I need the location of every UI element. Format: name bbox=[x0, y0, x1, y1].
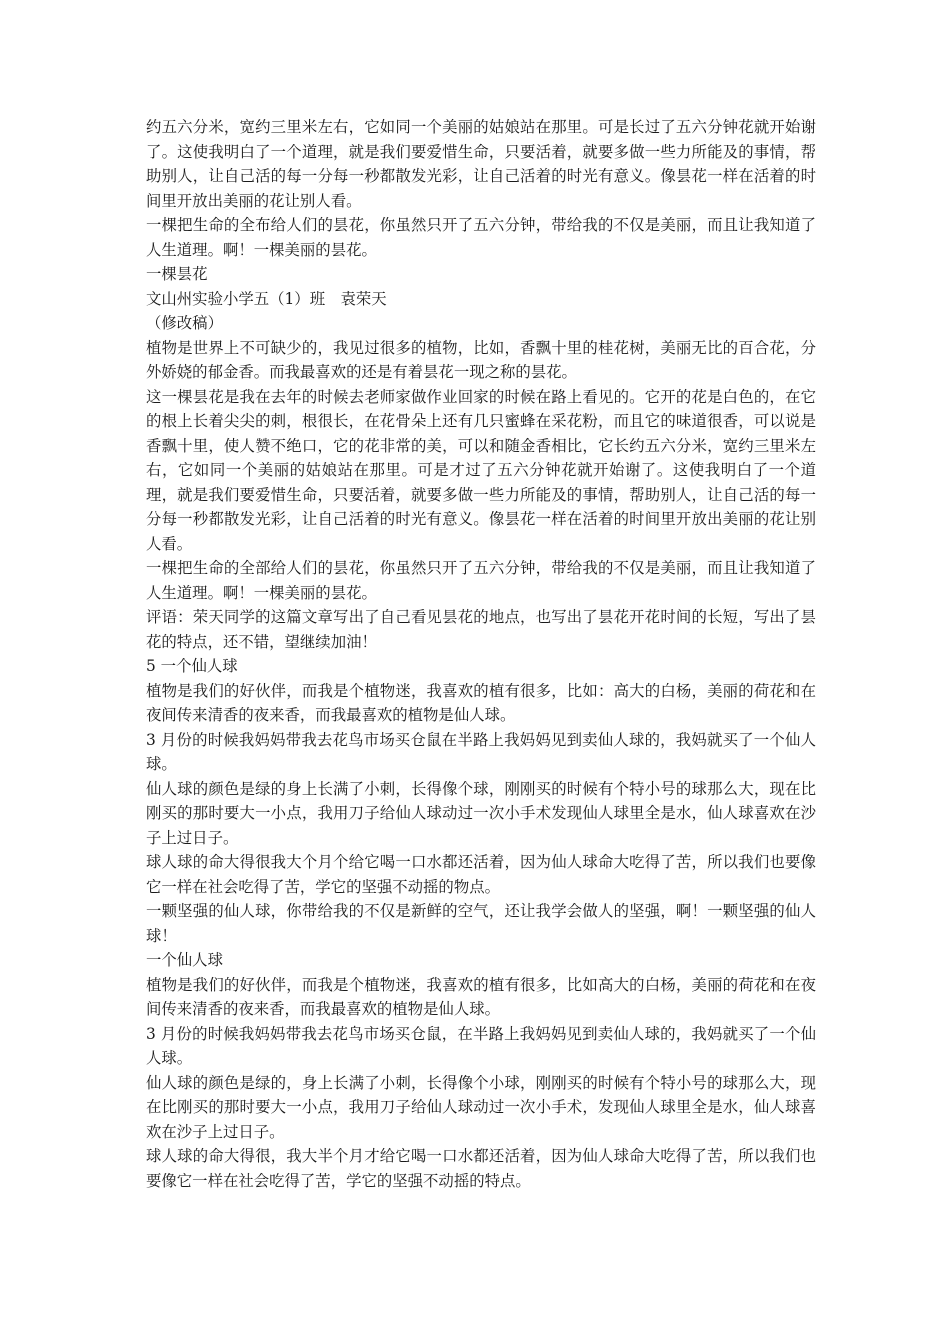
revision-note: （修改稿） bbox=[146, 314, 223, 332]
paragraph: 一颗坚强的仙人球，你带给我的不仅是新鲜的空气，还让我学会做人的坚强，啊！一颗坚强的仙人球！ bbox=[146, 902, 816, 945]
paragraph: 球人球的命大得很我大个月个给它喝一口水都还活着，因为仙人球命大吃得了苦，所以我们也要像它一样在社会吃得了苦，学它的坚强不动摇的物点。 bbox=[146, 853, 816, 896]
document-body bbox=[146, 115, 816, 1193]
paragraph: 3 月份的时候我妈妈带我去花鸟市场买仓鼠在半路上我妈妈见到卖仙人球的，我妈就买了一个仙人球。 bbox=[146, 730, 816, 773]
teacher-comment: 评语：荣天同学的这篇文章写出了自己看见昙花的地点，也写出了昙花开花时间的长短，写出了昙花的特点，还不错，望继续加油！ bbox=[146, 608, 816, 651]
essay-title: 一棵昙花 bbox=[146, 265, 208, 283]
paragraph: 植物是世界上不可缺少的，我见过很多的植物，比如，香飘十里的桂花树，美丽无比的百合花，分外娇娆的郁金香。而我最喜欢的还是有着昙花一现之称的昙花。 bbox=[146, 338, 816, 381]
paragraph: 这一棵昙花是我在去年的时候去老师家做作业回家的时候在路上看见的。它开的花是白色的，在它的根上长着尖尖的刺，根很长，在花骨朵上还有几只蜜蜂在采花粉，而且它的味道很香，可以说是香飘十里，使人赞不绝口，它的花非常的美，可以和随金香相比，它长约五六分米，宽约三里米左右，它如同一个美丽的姑娘站在那里。可是才过了五六分钟花就开始谢了。这使我明白了一个道理，就是我们要爱惜生命，只要活着，就要多做一些力所能及的事情，帮助别人，让自己活的每一分每一秒都散发光彩，让自己活着的时光有意义。像昙花一样在活着的时间里开放出美丽的花让别人看。 bbox=[146, 387, 816, 553]
paragraph: 仙人球的颜色是绿的，身上长满了小刺，长得像个小球，刚刚买的时候有个特小号的球那么大，现在比刚买的那时要大一小点，我用刀子给仙人球动过一次小手术，发现仙人球里全是水，仙人球喜欢在沙子上过日子。 bbox=[146, 1073, 816, 1141]
paragraph: 一棵把生命的全部给人们的昙花，你虽然只开了五六分钟，带给我的不仅是美丽，而且让我知道了人生道理。啊！一棵美丽的昙花。 bbox=[146, 559, 816, 602]
paragraph: 植物是我们的好伙伴，而我是个植物迷，我喜欢的植有很多，比如：高大的白杨，美丽的荷花和在夜间传来清香的夜来香，而我最喜欢的植物是仙人球。 bbox=[146, 681, 816, 724]
paragraph: 球人球的命大得很，我大半个月才给它喝一口水都还活着，因为仙人球命大吃得了苦，所以我们也要像它一样在社会吃得了苦，学它的坚强不动摇的特点。 bbox=[146, 1147, 816, 1190]
paragraph: 约五六分米，宽约三里米左右，它如同一个美丽的姑娘站在那里。可是长过了五六分钟花就开始谢了。这使我明白了一个道理，就是我们要爱惜生命，只要活着，就要多做一些力所能及的事情，帮助别人，让自己活的每一分每一秒都散发光彩，让自己活着的时光有意义。像昙花一样在活着的时间里开放出美丽的花让别人看。 bbox=[146, 118, 816, 210]
paragraph: 一棵把生命的全布给人们的昙花，你虽然只开了五六分钟，带给我的不仅是美丽，而且让我知道了人生道理。啊！一棵美丽的昙花。 bbox=[146, 216, 816, 259]
paragraph: 3 月份的时候我妈妈带我去花鸟市场买仓鼠，在半路上我妈妈见到卖仙人球的，我妈就买了一个仙人球。 bbox=[146, 1024, 816, 1067]
paragraph: 植物是我们的好伙伴，而我是个植物迷，我喜欢的植有很多，比如高大的白杨，美丽的荷花和在夜间传来清香的夜来香，而我最喜欢的植物是仙人球。 bbox=[146, 975, 816, 1018]
paragraph: 仙人球的颜色是绿的身上长满了小刺，长得像个球，刚刚买的时候有个特小号的球那么大，现在比刚买的那时要大一小点，我用刀子给仙人球动过一次小手术发现仙人球里全是水，仙人球喜欢在沙子上过日子。 bbox=[146, 779, 816, 847]
essay-title: 5 一个仙人球 bbox=[146, 657, 238, 675]
author-line: 文山州实验小学五（1）班 袁荣天 bbox=[146, 289, 387, 308]
essay-title: 一个仙人球 bbox=[146, 951, 223, 969]
